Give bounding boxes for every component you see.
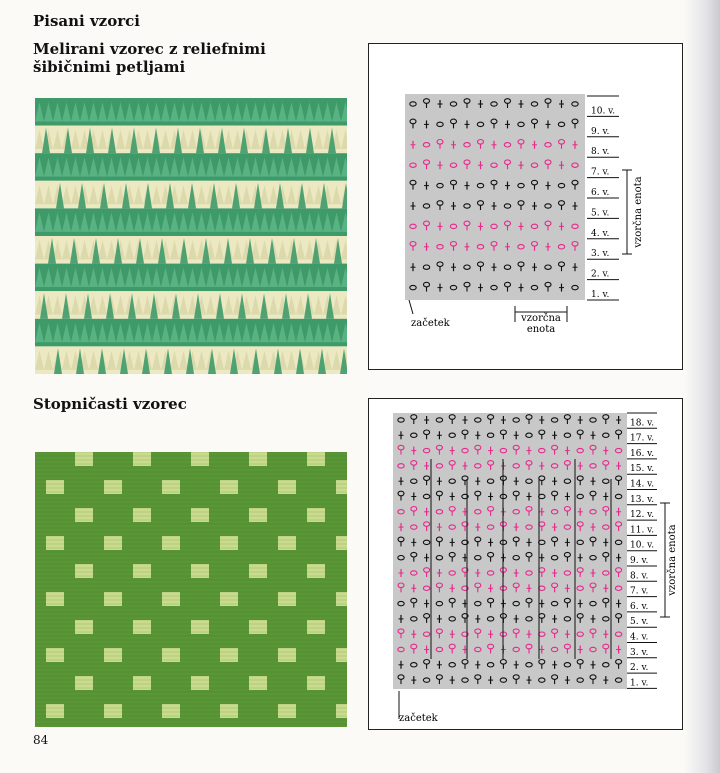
chart1-start-label: začetek [411, 318, 450, 329]
chart1-row-label: 6. v. [591, 188, 610, 198]
pattern2-title: Stopničasti vzorec [33, 395, 187, 413]
chart2-row-label: 14. v. [630, 479, 655, 490]
chart2-row-label: 16. v. [630, 448, 655, 459]
chart1-row-label: 3. v. [591, 249, 610, 260]
chart2-row-label: 5. v. [630, 617, 649, 628]
chart2-row-label: 12. v. [630, 510, 655, 521]
chart1-row-label: 8. v. [591, 147, 610, 158]
page-number: 84 [33, 733, 49, 747]
chart2-row-label: 10. v. [630, 540, 655, 551]
pattern1-title: Melirani vzorec z reliefnimi šibičnimi petljami [33, 40, 266, 76]
chart1-row-label: 5. v. [591, 208, 610, 219]
pattern2-chart [368, 398, 683, 730]
chart1-row-label: 4. v. [591, 228, 610, 239]
chart1-row-label: 7. v. [591, 167, 610, 178]
chart1-repeat-label-line1: vzorčna [521, 313, 561, 324]
chart2-row-label: 18. v. [630, 418, 655, 429]
chart2-row-label: 17. v. [630, 433, 655, 444]
chart1-row-label: 1. v. [591, 290, 610, 300]
chart2-row-label: 15. v. [630, 464, 655, 475]
chart2-row-label: 2. v. [630, 663, 649, 674]
chart2-row-label: 7. v. [630, 586, 649, 597]
chart1-repeat-label-line2: enota [526, 324, 556, 335]
section-title: Pisani vzorci [33, 12, 140, 30]
chart2-row-label: 6. v. [630, 601, 649, 612]
chart2-row-label: 8. v. [630, 571, 649, 582]
chart2-row-label: 3. v. [630, 647, 649, 658]
pattern2-photo [35, 452, 347, 727]
chart2-row-label: 13. v. [630, 494, 655, 505]
chart1-vertical-repeat-label: vzorčna enota [633, 176, 644, 248]
chart1-row-label: 10. v. [591, 106, 616, 117]
chart2-row-label: 11. v. [630, 525, 655, 536]
chart2-row-label: 9. v. [630, 556, 649, 566]
pattern1-photo [35, 98, 347, 374]
chart1-row-label: 2. v. [591, 269, 610, 280]
book-spine-shadow [684, 0, 720, 773]
pattern1-chart [368, 43, 683, 370]
chart2-start-label: začetek [399, 713, 438, 724]
chart1-row-label: 9. v. [591, 126, 610, 137]
chart2-row-label: 4. v. [630, 632, 649, 643]
chart2-row-label: 1. v. [630, 678, 649, 689]
chart2-vertical-repeat-label: vzorčna enota [667, 524, 678, 596]
